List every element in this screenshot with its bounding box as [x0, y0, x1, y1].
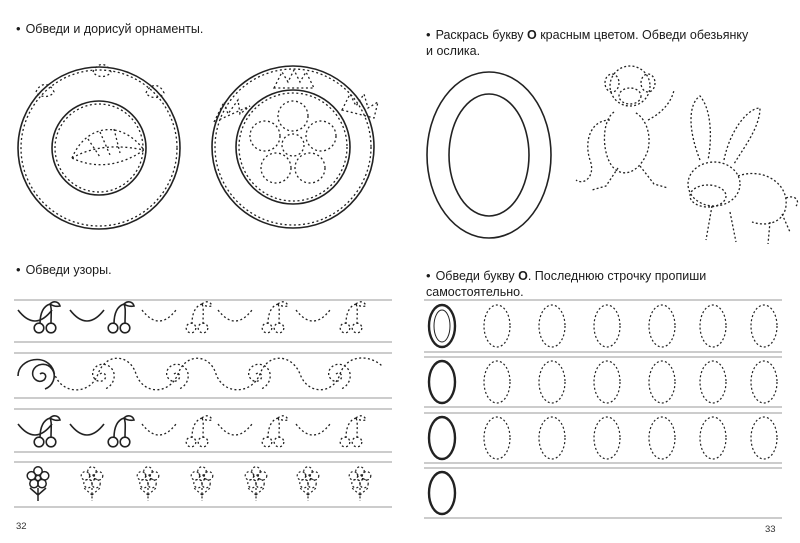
task-color-text-line2: и ослика.	[426, 44, 481, 58]
pattern-row-waves	[18, 358, 382, 390]
pattern-row-cherries-1	[18, 302, 366, 333]
task-trace-letter-o: О	[518, 269, 528, 283]
page-number-right: 33	[765, 524, 776, 535]
task-color-letter-o: О	[527, 28, 537, 42]
task-patterns-text: Обведи узоры.	[25, 263, 112, 277]
task-trace-text-before: Обведи букву	[435, 269, 519, 283]
dotted-monkey	[576, 66, 674, 190]
bullet: •	[16, 21, 21, 36]
page-number-left: 32	[16, 521, 27, 532]
pattern-row-flowers	[27, 467, 371, 501]
trace-letters	[429, 305, 777, 514]
ornament-ring-left	[18, 65, 180, 230]
dotted-donkey	[688, 96, 798, 244]
task-trace-text-after: . Последнюю строчку пропиши	[527, 269, 707, 283]
ornament-ring-right	[212, 66, 378, 228]
letter-rulings	[424, 300, 782, 518]
task-ornaments-text: Обведи и дорисуй орнаменты.	[25, 22, 204, 36]
task-trace-text-line2: самостоятельно.	[426, 285, 524, 299]
bullet: •	[426, 268, 431, 283]
outline-letter-o	[427, 72, 551, 238]
pattern-row-cherries-2	[18, 416, 366, 447]
task-color-text-before: Раскрась букву	[435, 28, 527, 42]
task-color-text-after: красным цветом. Обведи обезьянку	[536, 28, 749, 42]
bullet: •	[16, 262, 21, 277]
bullet: •	[426, 27, 431, 42]
